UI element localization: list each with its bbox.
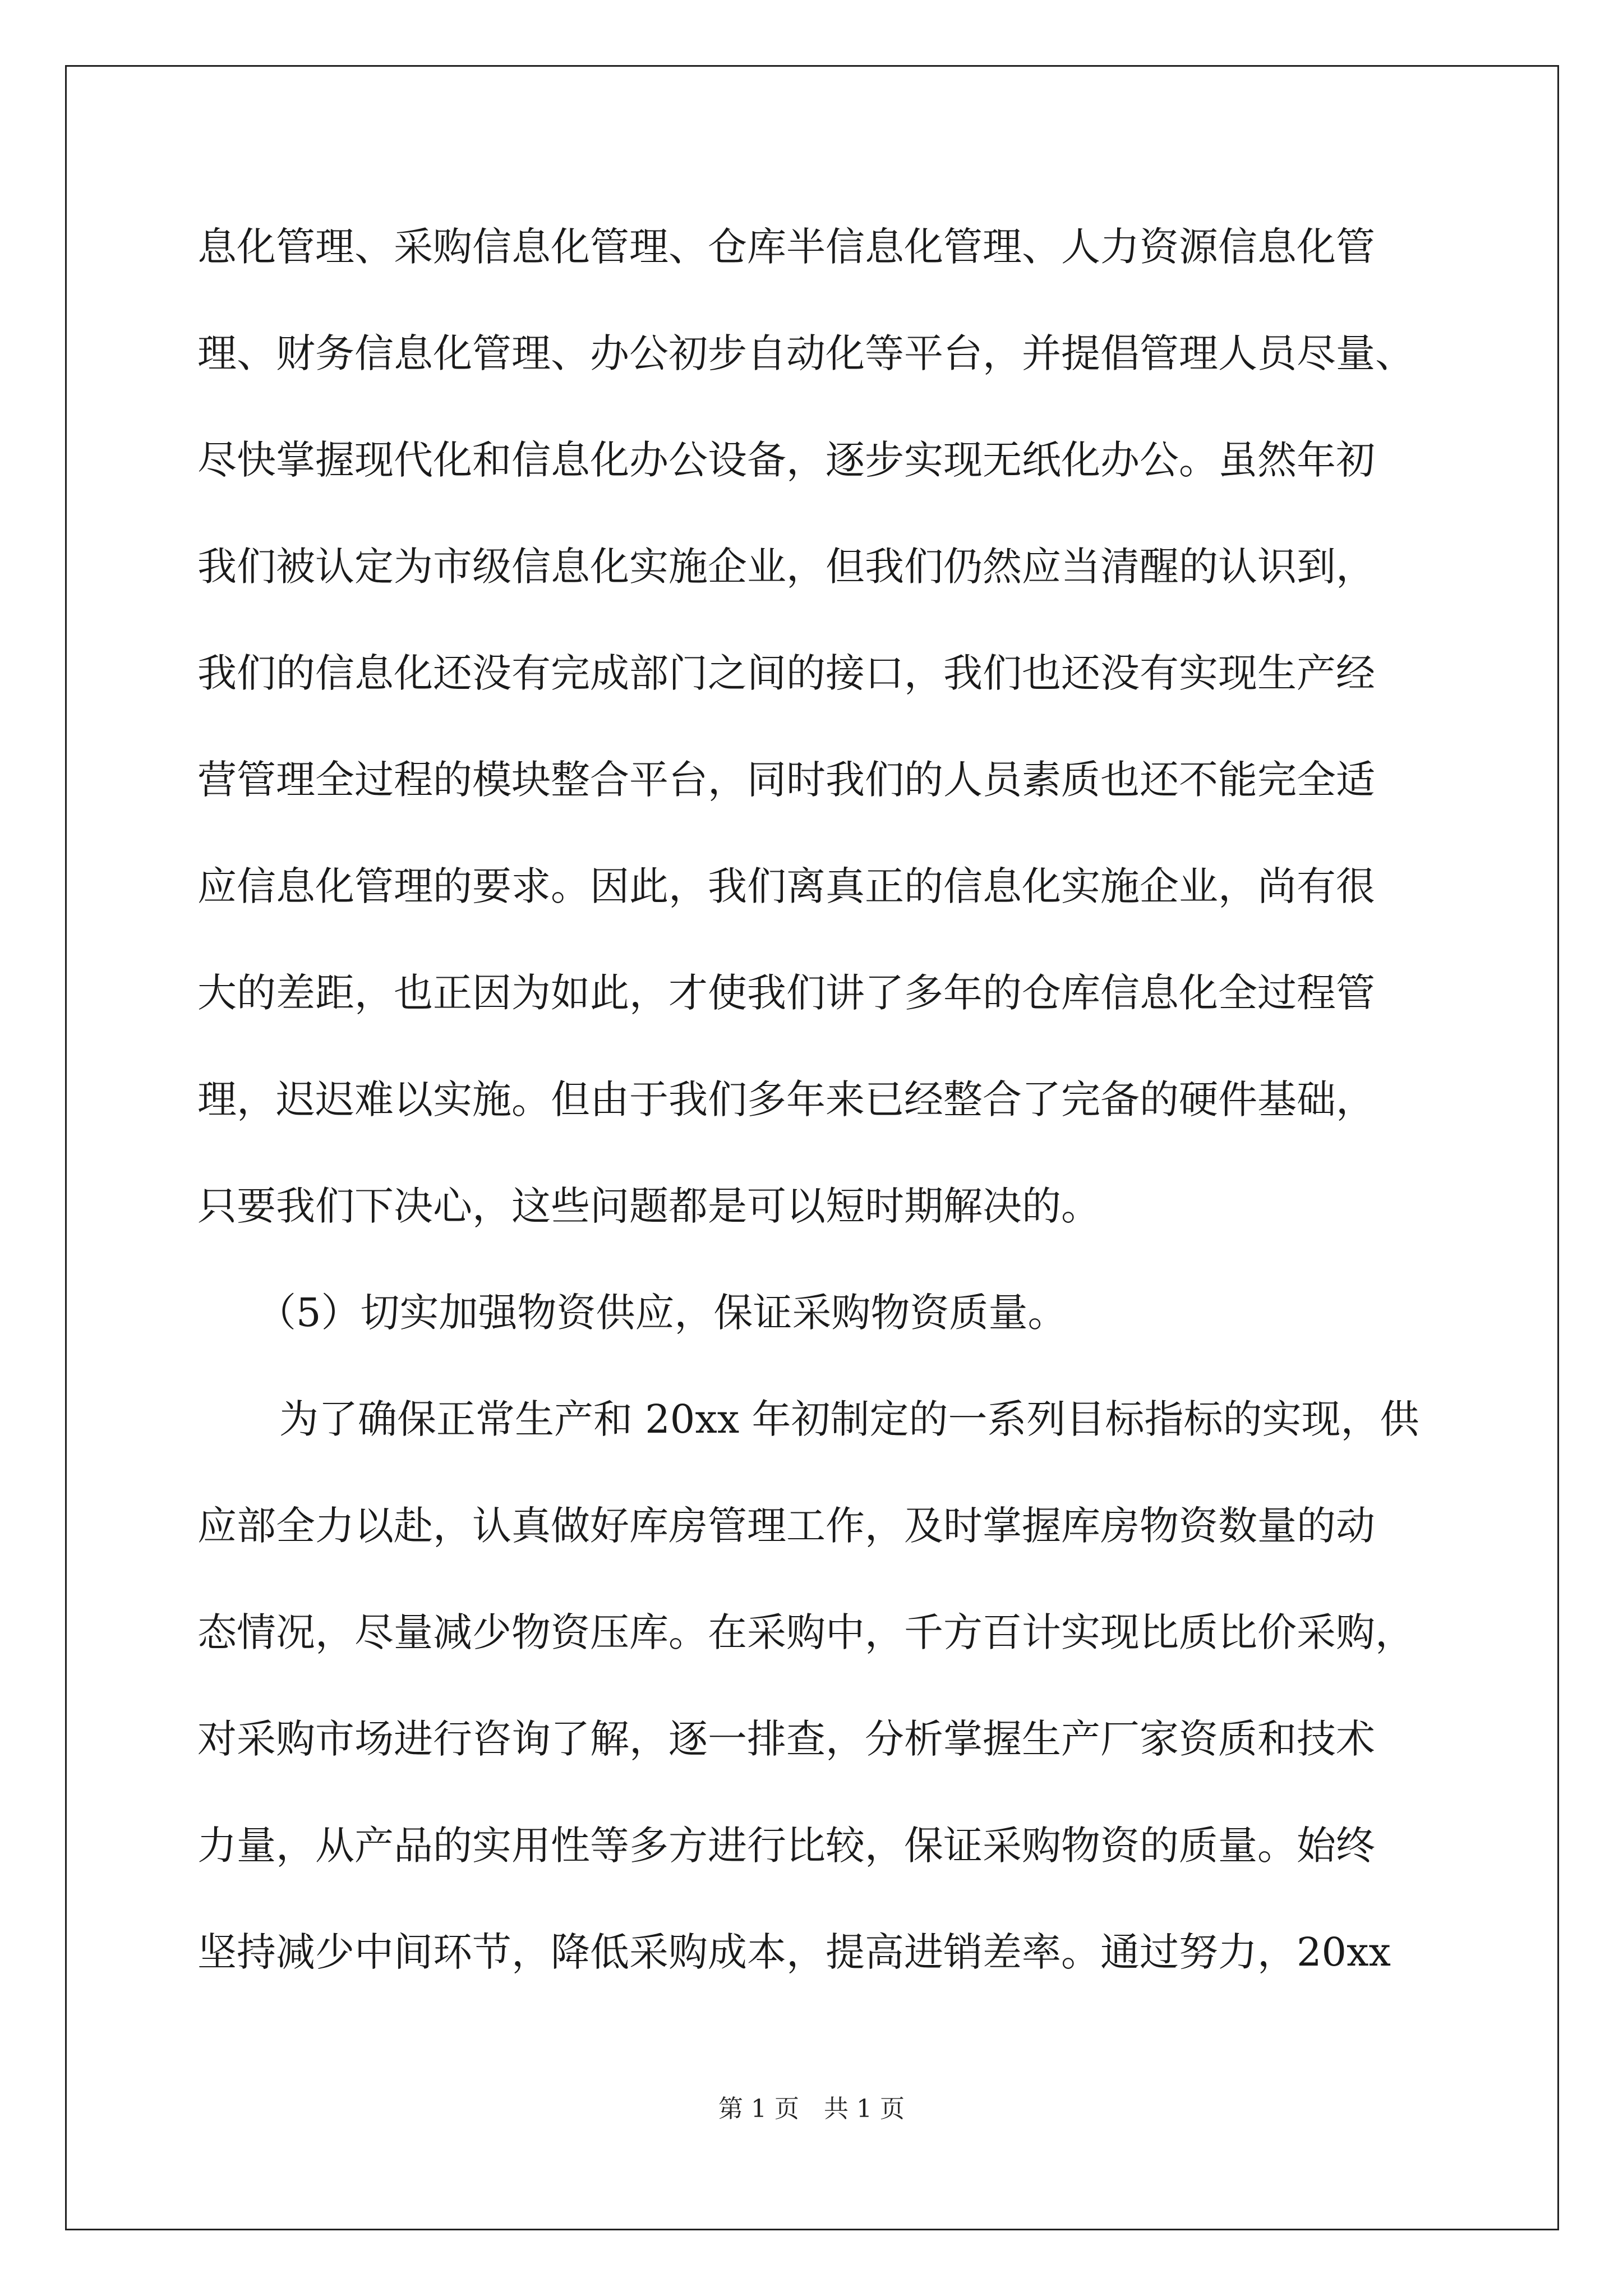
text-line: 应部全力以赴，认真做好库房管理工作，及时掌握库房物资数量的动 xyxy=(197,1503,1375,1549)
text-line: 应信息化管理的要求。因此，我们离真正的信息化实施企业，尚有很 xyxy=(197,863,1375,909)
page-footer: 第 1 页 共 1 页 xyxy=(718,2095,905,2123)
section-heading: （5）切实加强物资供应，保证采购物资质量。 xyxy=(257,1290,1067,1336)
text-line: 我们的信息化还没有完成部门之间的接口，我们也还没有实现生产经 xyxy=(197,650,1375,696)
text-line: 对采购市场进行咨询了解，逐一排查，分析掌握生产厂家资质和技术 xyxy=(197,1716,1375,1762)
text-line: 理，迟迟难以实施。但由于我们多年来已经整合了完备的硬件基础， xyxy=(197,1076,1375,1122)
text-line: 大的差距，也正因为如此，才使我们讲了多年的仓库信息化全过程管 xyxy=(197,970,1375,1016)
text-line: 坚持减少中间环节，降低采购成本，提高进销差率。通过努力，20xx xyxy=(197,1929,1391,1975)
text-line: 尽快掌握现代化和信息化办公设备，逐步实现无纸化办公。虽然年初 xyxy=(197,437,1375,483)
text-line: 力量，从产品的实用性等多方进行比较，保证采购物资的质量。始终 xyxy=(197,1823,1375,1869)
page-border xyxy=(65,65,1559,2230)
text-line: 我们被认定为市级信息化实施企业，但我们仍然应当清醒的认识到， xyxy=(197,544,1375,590)
paragraph-first-line: 为了确保正常生产和 20xx 年初制定的一系列目标指标的实现，供 xyxy=(279,1396,1419,1442)
text-line: 理、财务信息化管理、办公初步自动化等平台，并提倡管理人员尽量、 xyxy=(197,330,1414,376)
text-line: 态情况，尽量减少物资压库。在采购中，千方百计实现比质比价采购， xyxy=(197,1609,1414,1655)
text-line: 只要我们下决心，这些问题都是可以短时期解决的。 xyxy=(197,1183,1100,1229)
text-line: 营管理全过程的模块整合平台，同时我们的人员素质也还不能完全适 xyxy=(197,757,1375,803)
text-line: 息化管理、采购信息化管理、仓库半信息化管理、人力资源信息化管 xyxy=(197,224,1375,270)
